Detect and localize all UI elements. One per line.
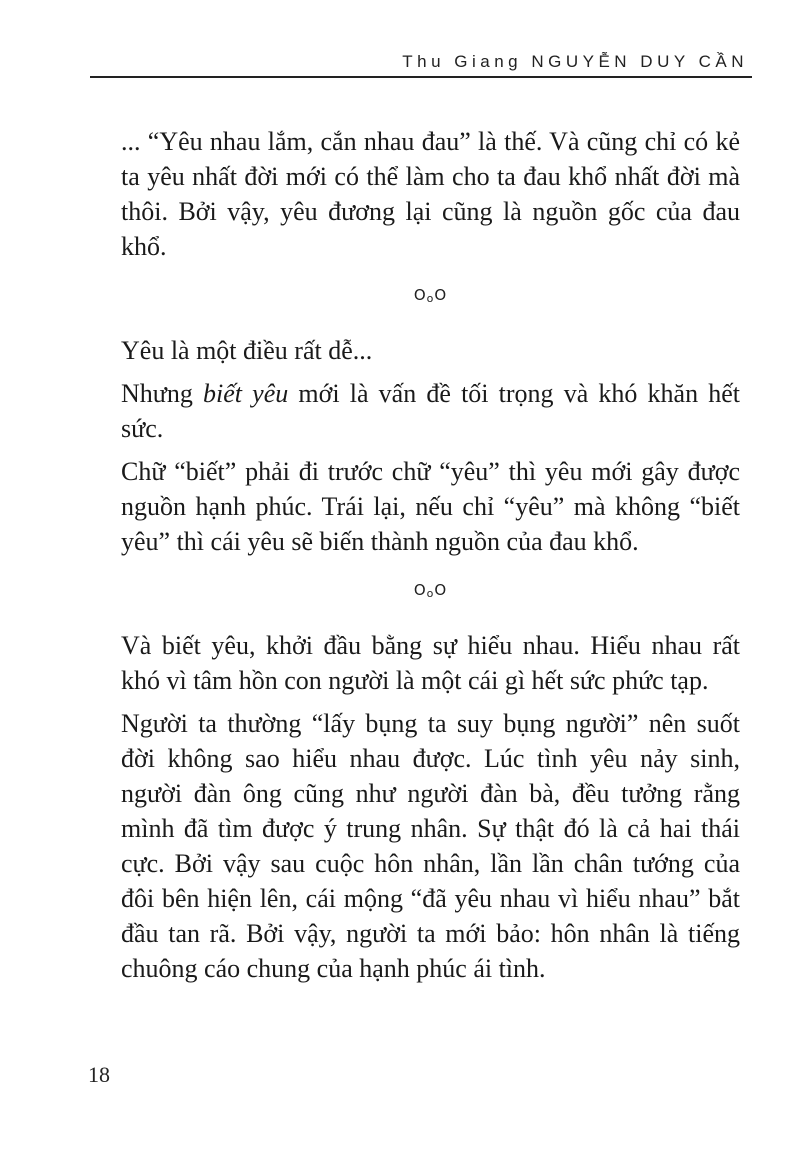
divider-middle: o (426, 292, 435, 305)
page-number: 18 (88, 1062, 110, 1087)
paragraph-6: Người ta thường “lấy bụng ta suy bụng người” nên suốt đời không sao hiểu nhau được. Lúc tình yêu nảy sinh, người đàn ông cũng như người đàn bà, đều tưởng rằng mình đã tìm được ý trung nhân. Sự thật đó là cả hai thái cực. Bởi vậy sau cuộc hôn nhân, lần lần chân tướng của đôi bên hiện lên, cái mộng “đã yêu nhau vì hiểu nhau” bắt đầu tan rã. Bởi vậy, người ta mới bảo: hôn nhân là tiếng chuông cáo chung của hạnh phúc ái tình. (121, 709, 740, 983)
paragraph-3 (121, 376, 740, 446)
paragraph-3-emphasis: biết yêu (203, 379, 289, 408)
paragraph-3-start: Nhưng (121, 379, 204, 408)
section-divider-1 (121, 284, 740, 306)
divider-left: O (413, 581, 427, 599)
paragraph-5: Và biết yêu, khởi đầu bằng sự hiểu nhau. Hiểu nhau rất khó vì tâm hồn con người là một cái gì hết sức phức tạp. (121, 631, 740, 695)
paragraph-1: ... “Yêu nhau lắm, cắn nhau đau” là thế. Và cũng chỉ có kẻ ta yêu nhất đời mới có thể làm cho ta đau khổ nhất đời mà thôi. Bởi vậy, yêu đương lại cũng là nguồn gốc của đau khổ. (121, 127, 740, 261)
running-header: Thu Giang NGUYỄN DUY CẦN (402, 52, 748, 71)
section-divider-2 (121, 579, 740, 601)
divider-right: O (434, 286, 448, 304)
page-body (121, 124, 740, 999)
paragraph-4: Chữ “biết” phải đi trước chữ “yêu” thì yêu mới gây được nguồn hạnh phúc. Trái lại, nếu chỉ “yêu” mà không “biết yêu” thì cái yêu sẽ biến thành nguồn của đau khổ. (121, 457, 740, 556)
divider-middle: o (426, 587, 435, 600)
paragraph-2: Yêu là một điều rất dễ... (121, 336, 373, 365)
divider-left: O (413, 286, 427, 304)
header-rule (90, 76, 752, 78)
divider-right: O (434, 581, 448, 599)
paragraph-3-end: mới là vấn đề tối trọng và khó khăn hết sức. (121, 379, 741, 443)
